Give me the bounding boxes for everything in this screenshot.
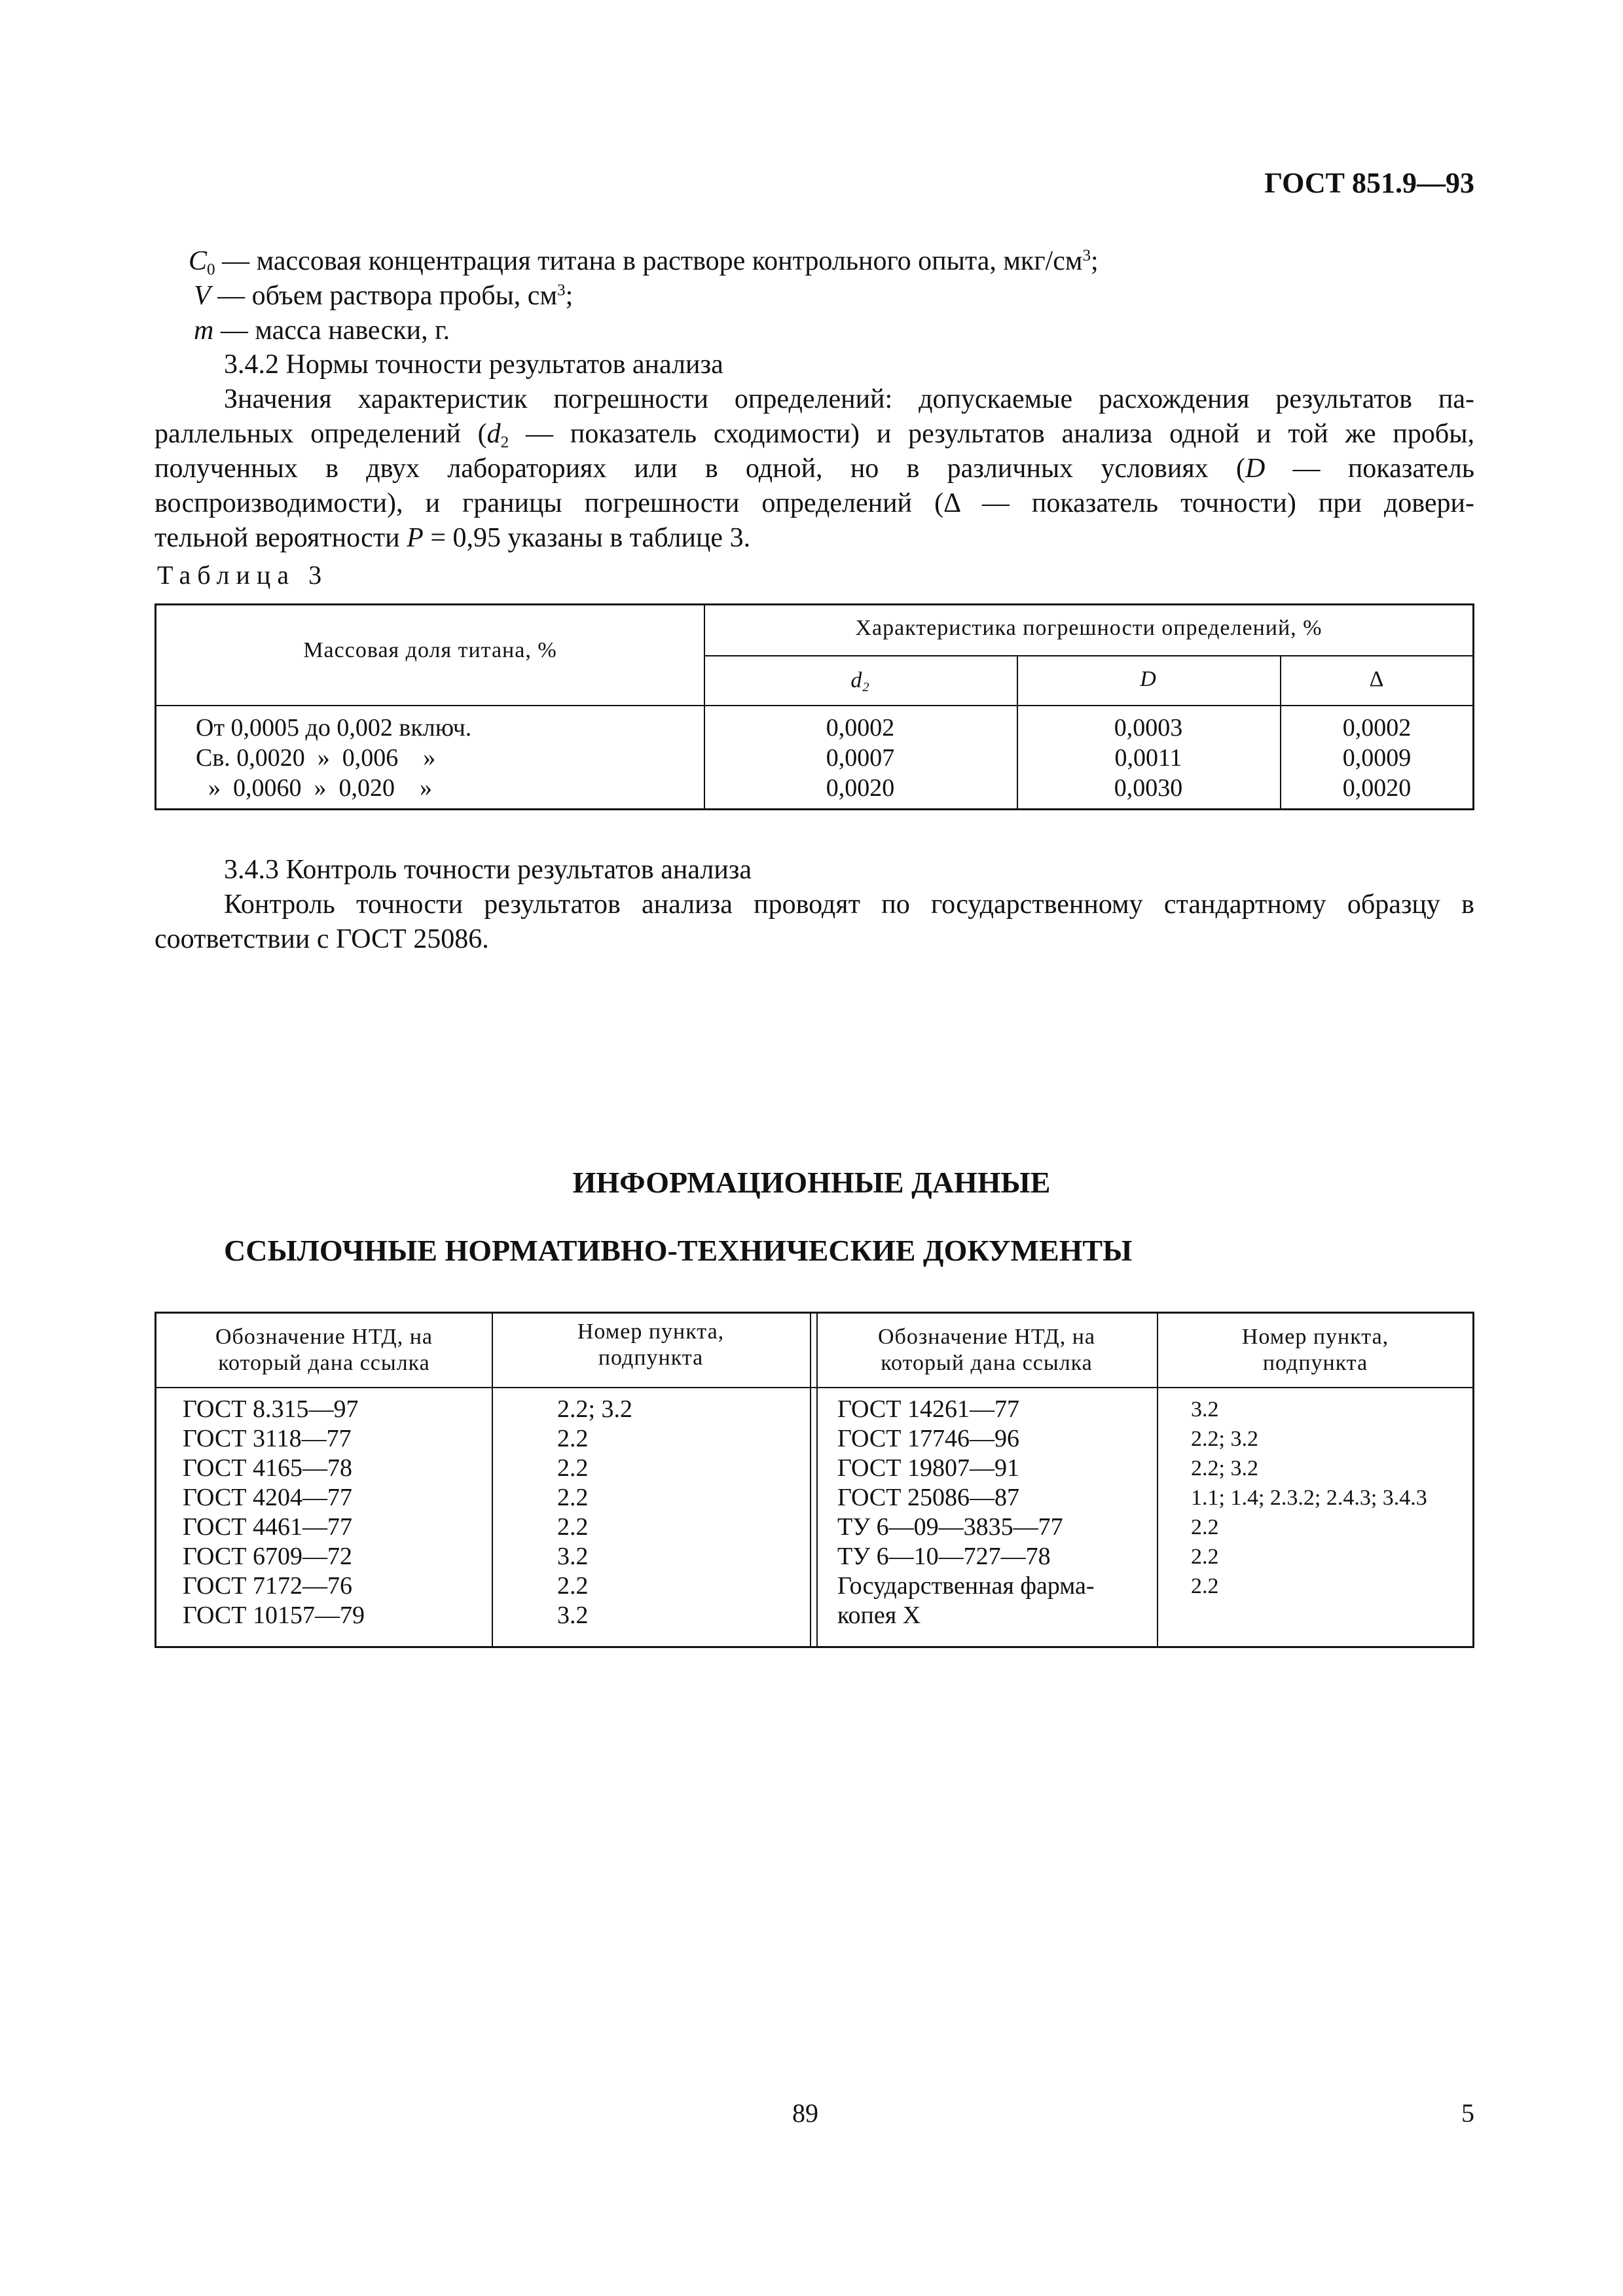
page-number-right: 5 (1461, 2098, 1474, 2128)
definition-text: — массовая концентрация титана в растворе контрольного опыта, мкг/см (215, 246, 1083, 276)
definition-c0 (189, 243, 1099, 279)
header-line: Номер пункта, (577, 1319, 725, 1344)
definition-text-end: ; (565, 281, 574, 311)
header-line: который дана ссылка (881, 1351, 1093, 1375)
table-row-label: » 0,0060 » 0,020 » (196, 774, 432, 802)
document-id: ГОСТ 851.9—93 (1264, 167, 1474, 199)
section-343-title: 3.4.3 Контроль точности результатов анализа (224, 855, 752, 885)
left-items-list: 2.2; 3.2 2.2 2.2 2.2 2.2 3.2 2.2 3.2 (557, 1395, 633, 1629)
definition-v (194, 278, 573, 314)
column-header-delta: Δ (1369, 667, 1385, 691)
table-cell-delta: 0,0009 (1342, 744, 1412, 772)
page-number-center: 89 (792, 2098, 818, 2128)
accuracy-table (155, 603, 1474, 810)
column-header-doc (816, 1324, 1157, 1376)
right-items-list: 3.2 2.2; 3.2 2.2; 3.2 1.1; 1.4; 2.3.2; 2.4.3; 3.4.3 2.2 2.2 2.2 (1191, 1397, 1427, 1598)
definition-text-end: ; (1091, 246, 1099, 276)
paragraph-line (155, 416, 1474, 452)
section-342-title: 3.4.2 Нормы точности результатов анализа (224, 350, 723, 380)
table-row-label: От 0,0005 до 0,002 включ. (196, 714, 472, 742)
header-line: подпункта (1262, 1351, 1368, 1375)
column-header-item (492, 1319, 810, 1371)
references-heading: ССЫЛОЧНЫЕ НОРМАТИВНО-ТЕХНИЧЕСКИЕ ДОКУМЕНТЫ (224, 1234, 1133, 1267)
table-cell-d2: 0,0007 (826, 744, 895, 772)
paragraph-line: Значения характеристик погрешности определений: допускаемые расхождения результатов па- (224, 384, 1474, 414)
symbol-D: D (1245, 454, 1266, 484)
table-cell-delta: 0,0020 (1342, 774, 1412, 802)
paragraph-line: Контроль точности результатов анализа проводят по государственному стандартному образцу в (224, 889, 1474, 920)
header-line: Обозначение НТД, на (215, 1325, 433, 1349)
column-header-doc (156, 1324, 492, 1376)
table-divider (156, 705, 1472, 706)
definition-m (194, 313, 450, 348)
paragraph-text: полученных в двух лабораториях или в одной, но в различных условиях ( (155, 454, 1245, 484)
symbol-subscript: 2 (500, 433, 509, 452)
info-heading: ИНФОРМАЦИОННЫЕ ДАННЫЕ (572, 1166, 1051, 1199)
paragraph-line: воспроизводимости), и границы погрешности определений (Δ — показатель точности) при довери- (155, 488, 1474, 518)
paragraph-line: соответствии с ГОСТ 25086. (155, 924, 489, 954)
definition-symbol: C (189, 246, 208, 276)
table-cell-D: 0,0003 (1114, 714, 1183, 742)
paragraph-text: = 0,95 указаны в таблице 3. (423, 523, 751, 553)
column-header-D: D (1140, 667, 1157, 691)
table-cell-D: 0,0011 (1114, 744, 1182, 772)
column-header-item (1157, 1324, 1474, 1376)
header-line: который дана ссылка (218, 1351, 430, 1375)
definition-symbol: V (194, 281, 211, 311)
column-header-d2 (704, 668, 1017, 693)
table-cell-D: 0,0030 (1114, 774, 1183, 802)
header-line: подпункта (598, 1346, 704, 1370)
header-d-subscript: 2 (862, 680, 870, 695)
definition-text: — объем раствора пробы, см (210, 281, 558, 311)
left-documents-list: ГОСТ 8.315—97 ГОСТ 3118—77 ГОСТ 4165—78 ГОСТ 4204—77 ГОСТ 4461—77 ГОСТ 6709—72 ГОСТ 7172—76 ГОСТ 10157—79 (183, 1395, 365, 1629)
table-row-label: Св. 0,0020 » 0,006 » (196, 744, 436, 772)
definition-superscript: 3 (1082, 247, 1091, 265)
paragraph-text: тельной вероятности (155, 523, 407, 553)
header-line: Обозначение НТД, на (877, 1325, 1096, 1349)
table-divider (156, 1387, 1472, 1388)
paragraph-line (155, 520, 750, 556)
definition-superscript: 3 (557, 281, 566, 300)
header-d-symbol: d (850, 668, 863, 692)
table-cell-d2: 0,0002 (826, 714, 895, 742)
symbol-d: d (486, 419, 501, 449)
column-header-error-group: Характеристика погрешности определений, % (855, 616, 1322, 640)
paragraph-text: — показатель (1265, 454, 1474, 484)
symbol-P: P (407, 523, 424, 553)
paragraph-line (155, 451, 1474, 486)
table-cell-d2: 0,0020 (826, 774, 895, 802)
right-documents-list: ГОСТ 14261—77 ГОСТ 17746—96 ГОСТ 19807—91 ГОСТ 25086—87 ТУ 6—09—3835—77 ТУ 6—10—727—78 Государственная фарма- копея X (837, 1395, 1095, 1629)
table-divider (810, 1314, 811, 1646)
definition-subscript: 0 (207, 260, 215, 279)
column-header-mass-fraction: Массовая доля титана, % (303, 638, 557, 662)
references-table (155, 1312, 1474, 1648)
paragraph-text: раллельных определений ( (155, 419, 487, 449)
paragraph-text: — показатель сходимости) и результатов анализа одной и той же пробы, (509, 419, 1474, 449)
table-divider (704, 655, 1472, 656)
table-cell-delta: 0,0002 (1342, 714, 1412, 742)
table-caption: Таблица 3 (157, 560, 329, 590)
definition-symbol: m (194, 315, 214, 346)
header-line: Номер пункта, (1241, 1325, 1389, 1349)
definition-text: — масса навески, г. (213, 315, 450, 346)
